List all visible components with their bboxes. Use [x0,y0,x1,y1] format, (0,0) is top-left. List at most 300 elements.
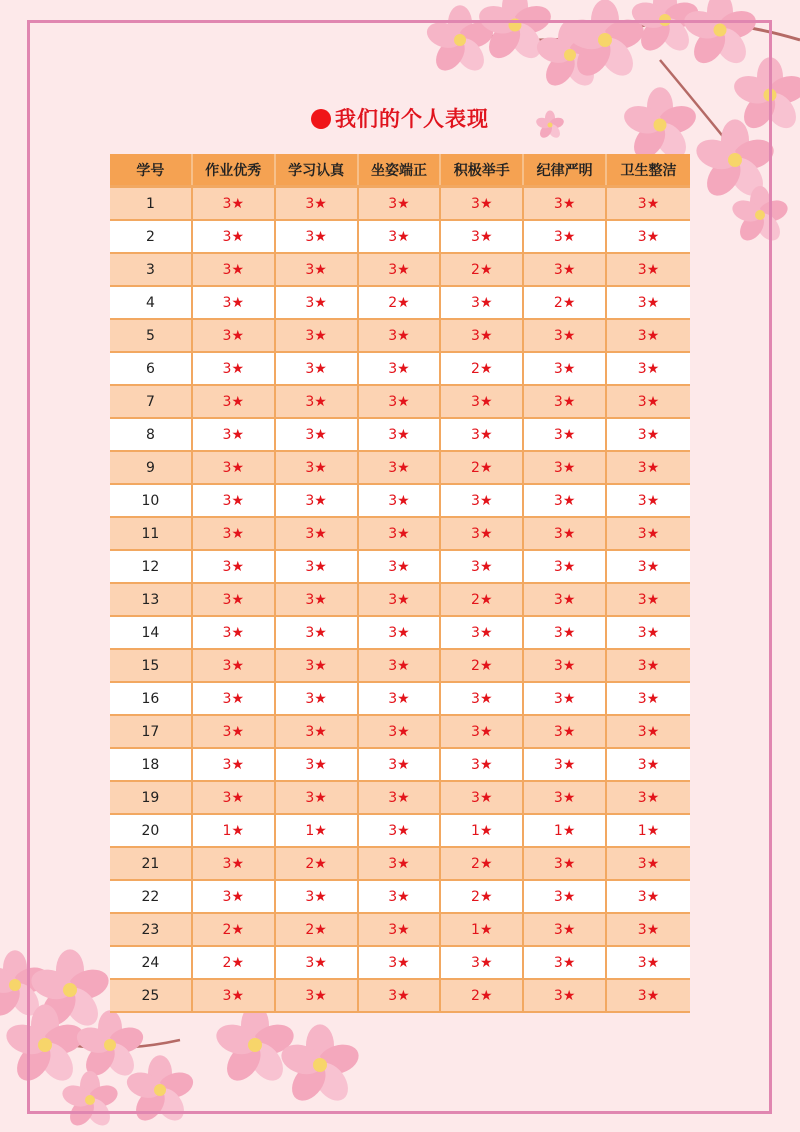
score-cell [441,221,524,254]
col-header-hands: 积极举手 [441,154,524,185]
score-value: 3 [553,492,563,509]
score-value: 3 [305,558,315,575]
score-cell [359,353,442,386]
star-icon: ★ [397,525,410,542]
score-cell [359,650,442,683]
score-cell [524,815,607,848]
student-id-cell: 5 [110,320,193,353]
star-icon: ★ [231,426,244,443]
score-cell [524,947,607,980]
table-row [110,185,690,221]
score-value: 3 [222,492,232,509]
score-cell [359,254,442,287]
score-value: 3 [637,756,647,773]
table-row [110,221,690,254]
score-value: 3 [637,294,647,311]
score-value: 3 [222,690,232,707]
score-value: 3 [637,591,647,608]
star-icon: ★ [314,228,327,245]
score-value: 3 [471,954,480,971]
table-row [110,947,690,980]
score-value: 3 [471,690,480,707]
star-icon: ★ [646,987,660,1004]
star-icon: ★ [479,195,493,212]
score-value: 3 [388,558,398,575]
score-value: 3 [222,855,232,872]
star-icon: ★ [479,360,493,377]
score-value: 3 [222,327,232,344]
score-value: 3 [222,261,232,278]
table-row [110,485,690,518]
star-icon: ★ [231,591,244,608]
student-id-cell: 25 [110,980,193,1013]
score-cell [524,650,607,683]
score-cell [359,287,442,320]
score-value: 3 [471,228,480,245]
student-id-cell: 22 [110,881,193,914]
star-icon: ★ [646,822,660,839]
score-cell [193,815,276,848]
score-cell [441,518,524,551]
score-cell [524,386,607,419]
score-cell [276,782,359,815]
student-id-cell: 9 [110,452,193,485]
score-cell [359,980,442,1013]
star-icon: ★ [646,459,660,476]
star-icon: ★ [479,591,493,608]
col-header-hygiene: 卫生整洁 [607,154,690,185]
star-icon: ★ [314,954,327,971]
table-row [110,980,690,1013]
score-value: 3 [222,756,232,773]
score-cell [607,848,690,881]
score-cell [193,320,276,353]
score-value: 3 [637,360,647,377]
student-id-cell: 8 [110,419,193,452]
score-value: 3 [222,525,232,542]
score-cell [524,683,607,716]
score-cell [524,353,607,386]
table-row [110,518,690,551]
student-id-cell: 1 [110,185,193,221]
star-icon: ★ [562,228,576,245]
score-value: 2 [305,921,315,938]
score-cell [193,584,276,617]
star-icon: ★ [231,393,244,410]
score-cell [607,518,690,551]
score-cell [607,386,690,419]
star-icon: ★ [231,888,244,905]
score-cell [359,716,442,749]
score-value: 3 [471,723,480,740]
student-id-cell: 3 [110,254,193,287]
star-icon: ★ [479,954,493,971]
star-icon: ★ [314,327,327,344]
score-value: 3 [637,954,647,971]
student-id-cell: 11 [110,518,193,551]
table-row [110,914,690,947]
star-icon: ★ [479,261,493,278]
score-cell [524,485,607,518]
star-icon: ★ [646,789,660,806]
star-icon: ★ [231,228,244,245]
score-value: 3 [637,624,647,641]
score-cell [276,815,359,848]
star-icon: ★ [231,723,244,740]
star-icon: ★ [479,921,493,938]
score-cell [276,419,359,452]
score-cell [359,551,442,584]
star-icon: ★ [397,426,410,443]
score-cell [441,452,524,485]
score-value: 3 [637,657,647,674]
score-value: 3 [305,954,315,971]
score-value: 2 [222,954,232,971]
score-cell [524,980,607,1013]
score-value: 3 [388,855,398,872]
star-icon: ★ [479,756,493,773]
star-icon: ★ [646,492,660,509]
star-icon: ★ [562,756,576,773]
score-cell [359,815,442,848]
score-value: 2 [471,360,480,377]
score-cell [441,419,524,452]
star-icon: ★ [646,756,660,773]
score-value: 3 [637,426,647,443]
star-icon: ★ [646,195,660,212]
star-icon: ★ [397,558,410,575]
star-icon: ★ [314,393,327,410]
student-id-cell: 6 [110,353,193,386]
star-icon: ★ [314,888,327,905]
score-value: 3 [553,987,563,1004]
score-cell [276,749,359,782]
score-value: 2 [471,591,480,608]
score-cell [524,584,607,617]
score-value: 3 [553,327,563,344]
star-icon: ★ [646,426,660,443]
score-value: 3 [637,921,647,938]
score-value: 3 [222,558,232,575]
score-value: 1 [222,822,232,839]
score-value: 3 [388,525,398,542]
score-cell [276,617,359,650]
score-cell [193,914,276,947]
score-value: 3 [388,789,398,806]
score-value: 3 [222,426,232,443]
score-value: 3 [553,756,563,773]
score-cell [441,386,524,419]
score-cell [524,254,607,287]
star-icon: ★ [479,525,493,542]
star-icon: ★ [562,492,576,509]
star-icon: ★ [397,294,410,311]
star-icon: ★ [646,723,660,740]
star-icon: ★ [314,360,327,377]
score-cell [607,683,690,716]
score-cell [524,287,607,320]
score-value: 1 [553,822,563,839]
star-icon: ★ [646,591,660,608]
score-cell [441,185,524,221]
table-row [110,353,690,386]
score-value: 2 [471,888,480,905]
score-value: 3 [471,327,480,344]
score-cell [193,221,276,254]
star-icon: ★ [314,459,327,476]
student-id-cell: 23 [110,914,193,947]
star-icon: ★ [646,327,660,344]
star-icon: ★ [314,525,327,542]
score-value: 3 [637,492,647,509]
student-id-cell: 7 [110,386,193,419]
score-cell [193,881,276,914]
star-icon: ★ [397,459,410,476]
score-cell [524,221,607,254]
score-value: 3 [637,525,647,542]
score-cell [524,185,607,221]
score-value: 3 [471,426,480,443]
score-value: 3 [222,294,232,311]
score-cell [524,914,607,947]
score-cell [441,485,524,518]
score-cell [276,353,359,386]
col-header-id: 学号 [110,154,193,185]
score-value: 3 [637,723,647,740]
score-value: 3 [388,921,398,938]
score-value: 3 [305,294,315,311]
score-value: 3 [637,228,647,245]
star-icon: ★ [479,294,493,311]
star-icon: ★ [479,393,493,410]
score-value: 3 [305,459,315,476]
col-header-discipline: 纪律严明 [524,154,607,185]
score-cell [359,584,442,617]
table-row [110,551,690,584]
score-cell [607,254,690,287]
star-icon: ★ [646,921,660,938]
score-value: 3 [471,492,480,509]
score-value: 3 [388,492,398,509]
table-row [110,320,690,353]
table-row [110,419,690,452]
star-icon: ★ [646,888,660,905]
score-value: 3 [471,624,480,641]
score-value: 3 [637,690,647,707]
score-value: 3 [388,888,398,905]
star-icon: ★ [397,657,410,674]
score-cell [441,320,524,353]
star-icon: ★ [397,228,410,245]
score-value: 3 [471,294,480,311]
star-icon: ★ [646,657,660,674]
score-value: 1 [305,822,315,839]
star-icon: ★ [397,360,410,377]
star-icon: ★ [562,558,576,575]
star-icon: ★ [231,492,244,509]
score-cell [193,254,276,287]
score-cell [276,452,359,485]
score-cell [193,386,276,419]
student-id-cell: 20 [110,815,193,848]
star-icon: ★ [646,525,660,542]
score-value: 3 [388,987,398,1004]
score-cell [524,749,607,782]
score-cell [276,287,359,320]
score-cell [276,221,359,254]
score-cell [607,221,690,254]
score-cell [193,518,276,551]
score-cell [193,287,276,320]
score-value: 2 [471,855,480,872]
score-cell [193,617,276,650]
star-icon: ★ [479,657,493,674]
star-icon: ★ [562,261,576,278]
score-cell [359,485,442,518]
score-value: 3 [222,657,232,674]
star-icon: ★ [397,855,410,872]
star-icon: ★ [314,261,327,278]
score-cell [524,320,607,353]
score-cell [193,782,276,815]
score-cell [276,551,359,584]
score-value: 3 [637,393,647,410]
star-icon: ★ [479,327,493,344]
score-cell [276,650,359,683]
star-icon: ★ [231,261,244,278]
score-cell [276,386,359,419]
score-cell [607,947,690,980]
score-value: 3 [471,558,480,575]
score-value: 3 [637,987,647,1004]
score-cell [276,947,359,980]
score-value: 3 [637,855,647,872]
score-value: 3 [305,492,315,509]
score-cell [441,749,524,782]
student-id-cell: 4 [110,287,193,320]
star-icon: ★ [479,888,493,905]
star-icon: ★ [562,327,576,344]
score-value: 3 [388,426,398,443]
student-id-cell: 24 [110,947,193,980]
star-icon: ★ [646,855,660,872]
score-value: 3 [471,393,480,410]
star-icon: ★ [314,690,327,707]
score-value: 3 [553,921,563,938]
score-value: 3 [553,459,563,476]
table-row [110,650,690,683]
star-icon: ★ [397,393,410,410]
score-cell [524,551,607,584]
score-value: 1 [471,921,480,938]
score-cell [441,353,524,386]
score-value: 3 [553,558,563,575]
score-value: 2 [471,459,480,476]
star-icon: ★ [314,492,327,509]
score-value: 3 [305,756,315,773]
star-icon: ★ [562,624,576,641]
score-value: 3 [553,228,563,245]
score-cell [607,881,690,914]
score-cell [607,650,690,683]
star-icon: ★ [397,789,410,806]
score-value: 3 [553,195,563,212]
score-cell [607,485,690,518]
star-icon: ★ [314,195,327,212]
student-id-cell: 19 [110,782,193,815]
star-icon: ★ [314,426,327,443]
star-icon: ★ [479,426,493,443]
table-row [110,716,690,749]
score-value: 3 [553,591,563,608]
score-cell [276,584,359,617]
score-value: 3 [388,657,398,674]
score-value: 3 [388,327,398,344]
score-cell [524,782,607,815]
star-icon: ★ [314,624,327,641]
star-icon: ★ [314,657,327,674]
star-icon: ★ [231,987,244,1004]
star-icon: ★ [479,459,493,476]
score-cell [441,287,524,320]
score-value: 3 [388,756,398,773]
score-cell [193,947,276,980]
star-icon: ★ [314,822,327,839]
score-value: 3 [222,888,232,905]
score-value: 3 [222,459,232,476]
score-cell [276,254,359,287]
star-icon: ★ [231,195,244,212]
star-icon: ★ [562,921,576,938]
score-value: 3 [222,393,232,410]
score-cell [193,485,276,518]
score-cell [359,452,442,485]
score-cell [359,617,442,650]
score-value: 3 [222,987,232,1004]
star-icon: ★ [231,657,244,674]
score-value: 3 [305,327,315,344]
table-row [110,749,690,782]
score-cell [359,881,442,914]
score-cell [359,320,442,353]
table-row [110,815,690,848]
score-value: 3 [471,195,480,212]
star-icon: ★ [562,426,576,443]
score-value: 3 [637,195,647,212]
col-header-posture: 坐姿端正 [359,154,442,185]
star-icon: ★ [314,591,327,608]
score-value: 3 [222,195,232,212]
star-icon: ★ [397,591,410,608]
score-value: 3 [222,723,232,740]
table-row [110,617,690,650]
star-icon: ★ [479,789,493,806]
score-value: 3 [388,723,398,740]
table-body [110,185,690,1013]
star-icon: ★ [397,756,410,773]
score-cell [524,419,607,452]
score-cell [607,287,690,320]
score-value: 3 [305,393,315,410]
table-row [110,452,690,485]
score-value: 3 [305,789,315,806]
star-icon: ★ [397,723,410,740]
score-value: 3 [305,624,315,641]
star-icon: ★ [479,228,493,245]
score-cell [607,782,690,815]
score-cell [276,320,359,353]
score-value: 3 [305,690,315,707]
